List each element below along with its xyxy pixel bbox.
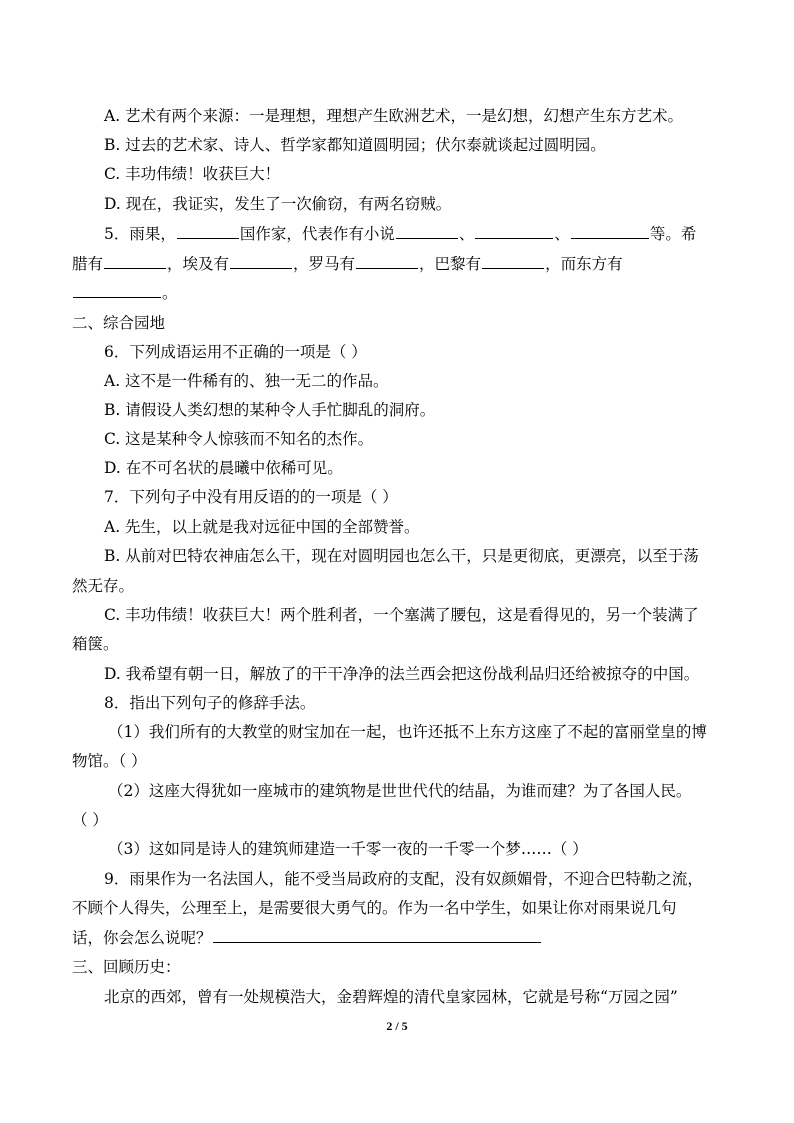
- text-line: 9．雨果作为一名法国人，能不受当局政府的支配，没有奴颜媚骨，不迎合巴特勒之流，: [104, 870, 703, 888]
- text-line: （2）这座大得犹如一座城市的建筑物是世世代代的结晶，为谁而建？为了各国人民。: [108, 782, 692, 800]
- text-line: C. 丰功伟绩！收获巨大！: [104, 165, 281, 183]
- answer-blank[interactable]: [177, 224, 239, 239]
- text-line: D. 在不可名状的晨曦中依稀可见。: [104, 459, 343, 477]
- text-line: C. 这是某种令人惊骇而不知名的杰作。: [104, 430, 374, 448]
- text-line: （ ）: [72, 811, 108, 829]
- text-line: （3）这如同是诗人的建筑师建造一千零一夜的一千零一个梦……（ ）: [108, 840, 588, 858]
- answer-blank[interactable]: [571, 224, 649, 239]
- answer-blank[interactable]: [475, 224, 553, 239]
- text-line: 6．下列成语运用不正确的一项是（ ）: [104, 343, 367, 361]
- answer-blank[interactable]: [356, 254, 418, 269]
- text-segment: 腊有: [72, 255, 104, 273]
- text-segment: ，罗马有: [293, 255, 356, 273]
- text-line: B. 请假设人类幻想的某种令人手忙脚乱的洞府。: [104, 401, 436, 419]
- text-segment: ，而东方有: [545, 255, 623, 273]
- text-line: A. 艺术有两个来源：一是理想，理想产生欧洲艺术，一是幻想，幻想产生东方艺术。: [104, 107, 684, 125]
- text-line: 不顾个人得失，公理至上，是需要很大勇气的。作为一名中学生，如果让你对雨果说几句: [72, 899, 677, 917]
- text-segment: ，埃及有: [167, 255, 230, 273]
- page-number: 2 / 5: [386, 1019, 408, 1033]
- text-line: [0, 224, 794, 244]
- text-segment: 、: [554, 225, 570, 243]
- text-line: [0, 928, 794, 948]
- text-segment: 等。希: [649, 225, 697, 243]
- text-segment: 、: [458, 225, 475, 243]
- answer-blank[interactable]: [230, 254, 292, 269]
- text-segment: 5．雨果，: [104, 225, 176, 243]
- text-segment: 话，你会怎么说呢？: [72, 929, 212, 947]
- text-line: A. 先生，以上就是我对远征中国的全部赞誉。: [104, 518, 420, 536]
- text-line: 二、综合园地: [72, 314, 166, 332]
- answer-blank[interactable]: [73, 283, 161, 298]
- text-segment: ，巴黎有: [419, 255, 482, 273]
- text-line: 然无存。: [72, 577, 135, 595]
- text-line: 北京的西郊，曾有一处规模浩大，金碧辉煌的清代皇家园林，它就是号称“万园之园”: [104, 988, 678, 1006]
- answer-blank[interactable]: [104, 254, 166, 269]
- text-line: 8．指出下列句子的修辞手法。: [104, 694, 316, 712]
- text-line: A. 这不是一件稀有的、独一无二的作品。: [104, 372, 389, 390]
- text-line: （1）我们所有的大教堂的财宝加在一起，也许还抵不上东方这座了不起的富丽堂皇的博: [108, 723, 707, 741]
- text-line: [0, 283, 794, 303]
- text-line: [0, 254, 794, 274]
- text-line: D. 现在，我证实，发生了一次偷窃，有两名窃贼。: [104, 195, 452, 213]
- text-segment: 。: [162, 284, 178, 302]
- text-line: 三、回顾历史：: [72, 958, 181, 976]
- text-line: B. 从前对巴特农神庙怎么干，现在对圆明园也怎么干，只是更彻底，更漂亮，以至于荡: [104, 547, 699, 565]
- answer-blank[interactable]: [482, 254, 544, 269]
- text-line: C. 丰功伟绩！收获巨大！两个胜利者，一个塞满了腰包，这是看得见的，另一个装满了: [104, 606, 699, 624]
- text-line: 7．下列句子中没有用反语的的一项是（ ）: [104, 488, 398, 506]
- text-segment: 国作家，代表作有小说: [239, 225, 395, 243]
- answer-blank[interactable]: [396, 224, 458, 239]
- text-line: 物馆。（ ）: [72, 752, 147, 770]
- text-line: D. 我希望有朝一日，解放了的干干净净的法兰西会把这份战利品归还给被掠夺的中国。: [104, 665, 700, 683]
- text-line: B. 过去的艺术家、诗人、哲学家都知道圆明园；伏尔泰就谈起过圆明园。: [104, 136, 606, 154]
- text-line: 箱箧。: [72, 635, 119, 653]
- answer-blank[interactable]: [213, 928, 541, 943]
